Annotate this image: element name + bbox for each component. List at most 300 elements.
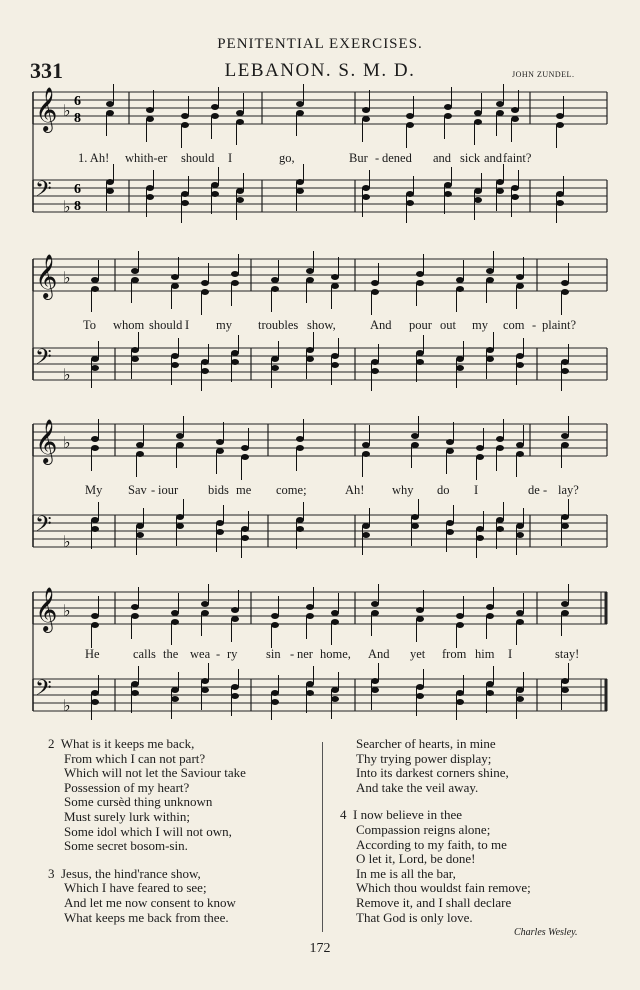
lyric-syllable: I [508, 647, 513, 661]
note-head [91, 365, 99, 371]
verse-4-line-2: Compassion reigns alone; [356, 821, 491, 837]
lyric-syllable: sick [460, 151, 481, 165]
tune-name: LEBANON. S. M. D. [224, 60, 416, 81]
note-head [516, 687, 524, 693]
bass-clef-icon: 𝄢 [35, 177, 52, 207]
lyric-syllable: My [85, 483, 103, 497]
note-head [211, 104, 219, 110]
lyric-syllable: go, [279, 151, 295, 165]
note-head [516, 610, 524, 616]
note-head [416, 359, 424, 365]
note-head [241, 445, 249, 451]
note-head [561, 359, 569, 365]
note-head [231, 271, 239, 277]
note-head [496, 517, 504, 523]
note-head [296, 436, 304, 442]
note-head [362, 451, 370, 457]
note-head [331, 353, 339, 359]
note-head [331, 687, 339, 693]
note-head [271, 690, 279, 696]
note-head [171, 687, 179, 693]
lyric-syllable: whom [113, 318, 145, 332]
lyric-syllable: I [228, 151, 233, 165]
note-head [296, 445, 304, 451]
note-head [456, 277, 464, 283]
note-head [561, 368, 569, 374]
verse-3-line-8: And take the veil away. [356, 779, 479, 795]
note-head [561, 280, 569, 286]
lyric-syllable: the [163, 647, 179, 661]
note-head [371, 289, 379, 295]
bass-clef-icon: 𝄢 [35, 512, 52, 542]
note-head [444, 113, 452, 119]
note-head [446, 520, 454, 526]
flat-icon: ♭ [63, 532, 71, 551]
note-head [91, 622, 99, 628]
note-head [371, 610, 379, 616]
lyric-syllable: - [290, 647, 295, 661]
note-head [561, 523, 569, 529]
note-head [146, 107, 154, 113]
note-head [486, 356, 494, 362]
note-head [406, 122, 414, 128]
note-head [216, 448, 224, 454]
lyric-syllable: sin [266, 647, 281, 661]
lyric-syllable: why [392, 483, 414, 497]
note-head [236, 110, 244, 116]
note-head [511, 116, 519, 122]
lyric-syllable: and [484, 151, 503, 165]
note-head [474, 197, 482, 203]
note-head [91, 277, 99, 283]
note-head [406, 200, 414, 206]
lyric-syllable: I [185, 318, 190, 332]
note-head [486, 268, 494, 274]
note-head [91, 286, 99, 292]
verse-4-line-8: That God is only love. [356, 909, 473, 925]
note-head [556, 191, 564, 197]
note-head [271, 622, 279, 628]
note-head [496, 110, 504, 116]
verse-2-line-5: Some cursèd thing unknown [64, 794, 213, 810]
note-head [456, 613, 464, 619]
lyric-syllable: - [151, 483, 156, 497]
note-head [236, 188, 244, 194]
note-head [176, 523, 184, 529]
note-head [516, 619, 524, 625]
note-head [371, 678, 379, 684]
note-head [201, 368, 209, 374]
flat-icon: ♭ [63, 433, 71, 452]
note-head [176, 442, 184, 448]
composer: JOHN ZUNDEL. [512, 70, 575, 79]
note-head [91, 445, 99, 451]
note-head [406, 113, 414, 119]
lyric-syllable: yet [410, 647, 426, 661]
note-head [216, 439, 224, 445]
lyric-syllable: de [528, 483, 540, 497]
note-head [416, 684, 424, 690]
lyric-syllable: troubles [258, 318, 299, 332]
note-head [231, 616, 239, 622]
note-head [201, 289, 209, 295]
note-head [371, 280, 379, 286]
lyric-syllable: plaint? [542, 318, 577, 332]
verse-4-line-6: Which thou wouldst fain remove; [356, 880, 531, 896]
note-head [306, 356, 314, 362]
treble-clef-icon: 𝄞 [35, 419, 58, 463]
lyric-syllable: out [440, 318, 456, 332]
note-head [371, 359, 379, 365]
note-head [331, 610, 339, 616]
note-head [456, 356, 464, 362]
note-head [216, 520, 224, 526]
note-head [516, 451, 524, 457]
note-head [296, 101, 304, 107]
author-credit: Charles Wesley. [514, 927, 578, 938]
note-head [146, 116, 154, 122]
lyric-syllable: my [216, 318, 232, 332]
lyric-syllable: faint? [503, 151, 532, 165]
lyric-syllable: Bur [349, 151, 368, 165]
note-head [271, 356, 279, 362]
note-head [486, 347, 494, 353]
note-head [362, 194, 370, 200]
note-head [416, 350, 424, 356]
verse-2-line-3: Which will not let the Saviour take [64, 765, 246, 781]
lyric-syllable: and [433, 151, 452, 165]
note-head [444, 182, 452, 188]
lyric-syllable: lay? [558, 483, 579, 497]
note-head [231, 607, 239, 613]
note-head [216, 529, 224, 535]
note-head [306, 604, 314, 610]
lyric-syllable: me [236, 483, 252, 497]
note-head [371, 368, 379, 374]
note-head [271, 699, 279, 705]
note-head [371, 601, 379, 607]
note-head [306, 613, 314, 619]
note-head [486, 681, 494, 687]
column-divider [322, 742, 323, 932]
note-head [556, 122, 564, 128]
note-head [201, 687, 209, 693]
note-head [516, 442, 524, 448]
note-head [171, 610, 179, 616]
verses-right-column [340, 737, 620, 925]
note-head [516, 523, 524, 529]
note-head [91, 699, 99, 705]
verse-2-line-4: Possession of my heart? [64, 779, 190, 795]
verse-3-line-3: And let me now consent to know [64, 894, 236, 910]
note-head [211, 191, 219, 197]
note-head [181, 200, 189, 206]
note-head [446, 529, 454, 535]
note-head [486, 604, 494, 610]
note-head [456, 690, 464, 696]
note-head [496, 445, 504, 451]
verse-3-line-4: What keeps me back from thee. [64, 909, 229, 925]
note-head [91, 526, 99, 532]
note-head [201, 359, 209, 365]
bass-clef-icon: 𝄢 [35, 676, 52, 706]
note-head [91, 613, 99, 619]
note-head [171, 274, 179, 280]
lyric-syllable: iour [158, 483, 179, 497]
note-head [362, 523, 370, 529]
note-head [331, 696, 339, 702]
note-head [296, 526, 304, 532]
note-head [331, 283, 339, 289]
note-head [131, 681, 139, 687]
note-head [211, 113, 219, 119]
note-head [446, 439, 454, 445]
note-head [106, 101, 114, 107]
note-head [181, 191, 189, 197]
lyric-syllable: calls [133, 647, 156, 661]
note-head [416, 616, 424, 622]
verse-2-line-1: 2 What is it keeps me back, [48, 736, 195, 751]
note-head [444, 104, 452, 110]
note-head [456, 286, 464, 292]
note-head [236, 197, 244, 203]
lyric-syllable: dened [382, 151, 412, 165]
treble-clef-icon: 𝄞 [35, 87, 58, 131]
note-head [146, 194, 154, 200]
note-head [171, 696, 179, 702]
note-head [444, 191, 452, 197]
lyric-syllable: com [503, 318, 525, 332]
verse-4-line-1: 4 I now believe in thee [340, 807, 463, 823]
note-head [271, 613, 279, 619]
note-head [331, 619, 339, 625]
note-head [362, 532, 370, 538]
note-head [411, 514, 419, 520]
note-head [131, 613, 139, 619]
note-head [271, 365, 279, 371]
note-head [561, 610, 569, 616]
note-head [496, 436, 504, 442]
note-head [476, 454, 484, 460]
verse-3-line-7: Into its darkest corners shine, [356, 765, 509, 781]
note-head [456, 699, 464, 705]
note-head [306, 681, 314, 687]
note-head [236, 119, 244, 125]
lyric-syllable: bids [208, 483, 229, 497]
page-number: 172 [309, 941, 331, 956]
note-head [511, 107, 519, 113]
note-head [411, 523, 419, 529]
note-head [136, 523, 144, 529]
note-head [474, 110, 482, 116]
lyric-syllable: ry [227, 647, 238, 661]
note-head [231, 280, 239, 286]
note-head [456, 622, 464, 628]
time-signature-top: 6 [74, 94, 81, 109]
note-head [561, 601, 569, 607]
note-head [306, 347, 314, 353]
note-head [486, 613, 494, 619]
note-head [171, 353, 179, 359]
note-head [416, 693, 424, 699]
note-head [201, 678, 209, 684]
lyric-syllable: pour [409, 318, 432, 332]
treble-clef-icon: 𝄞 [35, 587, 58, 631]
note-head [476, 526, 484, 532]
lyric-syllable: stay! [555, 647, 580, 661]
lyric-syllable: my [472, 318, 488, 332]
lyric-syllable: Sav [128, 483, 147, 497]
note-head [171, 362, 179, 368]
note-head [106, 110, 114, 116]
verse-2-line-2: From which I can not part? [64, 750, 206, 766]
note-head [91, 356, 99, 362]
note-head [146, 185, 154, 191]
lyric-syllable: - [543, 483, 548, 497]
note-head [211, 182, 219, 188]
note-head [496, 526, 504, 532]
note-head [362, 116, 370, 122]
note-head [131, 268, 139, 274]
note-head [241, 454, 249, 460]
note-head [561, 687, 569, 693]
lyric-syllable: 1. Ah! [78, 151, 110, 165]
lyric-syllable: should [181, 151, 215, 165]
note-head [241, 526, 249, 532]
note-head [296, 517, 304, 523]
time-signature-bottom: 8 [74, 199, 81, 214]
lyric-syllable: I [474, 483, 479, 497]
note-head [411, 433, 419, 439]
note-head [241, 535, 249, 541]
note-head [496, 101, 504, 107]
note-head [131, 277, 139, 283]
lyric-syllable: come; [276, 483, 307, 497]
note-head [456, 365, 464, 371]
note-head [91, 690, 99, 696]
note-head [561, 433, 569, 439]
verse-3-line-5: Searcher of hearts, in mine [356, 736, 496, 751]
note-head [516, 283, 524, 289]
note-head [296, 179, 304, 185]
verse-4-line-5: In me is all the bar, [356, 865, 456, 881]
treble-clef-icon: 𝄞 [35, 254, 58, 298]
note-head [476, 445, 484, 451]
verse-2-line-6: Must surely lurk within; [64, 808, 191, 824]
note-head [131, 356, 139, 362]
note-head [511, 185, 519, 191]
lyric-syllable: whith-er [125, 151, 168, 165]
hymn-number: 331 [30, 58, 63, 83]
note-head [231, 684, 239, 690]
section-title: PENITENTIAL EXERCISES. [217, 36, 423, 52]
note-head [561, 514, 569, 520]
flat-icon: ♭ [63, 696, 71, 715]
lyric-syllable: ner [297, 647, 313, 661]
note-head [556, 200, 564, 206]
note-head [362, 107, 370, 113]
note-head [371, 687, 379, 693]
bass-clef-icon: 𝄢 [35, 345, 52, 375]
note-head [136, 451, 144, 457]
note-head [416, 271, 424, 277]
note-head [176, 514, 184, 520]
note-head [516, 696, 524, 702]
time-signature-top: 6 [74, 182, 81, 197]
note-head [556, 113, 564, 119]
note-head [106, 188, 114, 194]
note-head [231, 693, 239, 699]
note-head [131, 690, 139, 696]
note-head [511, 194, 519, 200]
lyric-syllable: wea [190, 647, 211, 661]
note-head [516, 353, 524, 359]
verses-left-column [48, 737, 308, 925]
note-head [201, 280, 209, 286]
lyric-syllable: And [368, 647, 390, 661]
note-head [416, 280, 424, 286]
note-head [561, 289, 569, 295]
verse-3-line-1: 3 Jesus, the hind'rance show, [48, 865, 201, 881]
note-head [406, 191, 414, 197]
lyric-syllable: - [532, 318, 537, 332]
note-head [201, 610, 209, 616]
note-head [201, 601, 209, 607]
lyric-syllable: He [85, 647, 100, 661]
note-head [271, 286, 279, 292]
note-head [516, 362, 524, 368]
verse-4-line-7: Remove it, and I shall declare [356, 894, 512, 910]
lyric-syllable: should [149, 318, 183, 332]
note-head [171, 619, 179, 625]
lyric-syllable: - [375, 151, 380, 165]
note-head [486, 277, 494, 283]
note-head [474, 188, 482, 194]
note-head [306, 277, 314, 283]
note-head [231, 350, 239, 356]
flat-icon: ♭ [63, 197, 71, 216]
note-head [136, 442, 144, 448]
flat-icon: ♭ [63, 365, 71, 384]
note-head [91, 436, 99, 442]
note-head [131, 347, 139, 353]
note-head [181, 122, 189, 128]
note-head [171, 283, 179, 289]
verse-3-line-2: Which I have feared to see; [64, 880, 207, 896]
note-head [176, 433, 184, 439]
verse-2-line-7: Some idol which I will not own, [64, 823, 232, 839]
note-head [306, 690, 314, 696]
flat-icon: ♭ [63, 101, 71, 120]
verse-4-line-3: According to my faith, to me [356, 836, 507, 852]
note-head [411, 442, 419, 448]
note-head [91, 517, 99, 523]
lyric-syllable: do [437, 483, 450, 497]
note-head [561, 442, 569, 448]
note-head [446, 448, 454, 454]
lyric-syllable: from [442, 647, 467, 661]
note-head [181, 113, 189, 119]
flat-icon: ♭ [63, 268, 71, 287]
note-head [496, 179, 504, 185]
flat-icon: ♭ [63, 601, 71, 620]
note-head [306, 268, 314, 274]
note-head [416, 607, 424, 613]
note-head [271, 277, 279, 283]
note-head [362, 442, 370, 448]
lyric-syllable: him [475, 647, 495, 661]
note-head [486, 690, 494, 696]
